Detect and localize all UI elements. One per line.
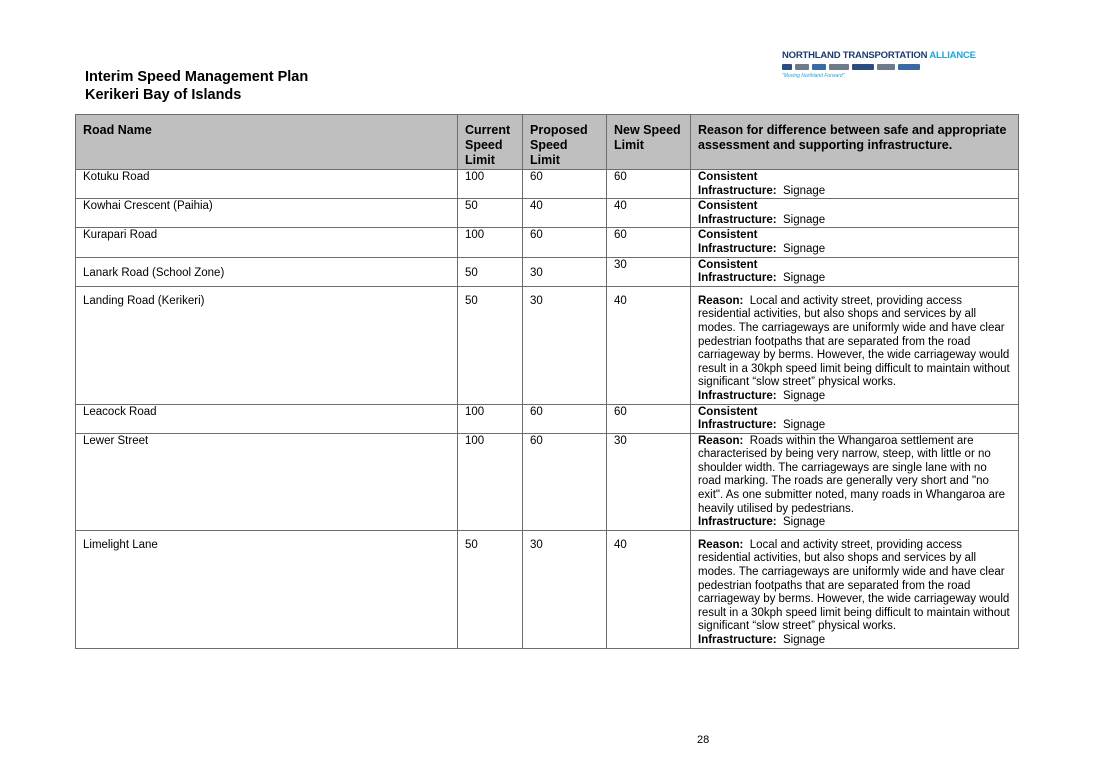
table-header-row: [76, 115, 1019, 170]
speed-limit-table: [75, 114, 1019, 649]
reason-cell: [691, 433, 1019, 530]
table-row: [76, 170, 1019, 199]
infrastructure-label: Infrastructure:: [698, 242, 777, 255]
reason-cell: [691, 404, 1019, 433]
column-header-new-speed: New Speed Limit: [607, 115, 691, 170]
new-speed-cell: 40: [607, 530, 691, 648]
road-name-cell: Lanark Road (School Zone): [76, 257, 458, 286]
logo-tagline: "Moving Northland Forward": [782, 73, 845, 79]
proposed-speed-cell: 60: [523, 404, 607, 433]
reason-cell: [691, 286, 1019, 404]
current-speed-cell: 100: [458, 433, 523, 530]
road-name-cell: Limelight Lane: [76, 530, 458, 648]
infrastructure-label: Infrastructure:: [698, 184, 777, 197]
new-speed-cell: 30: [607, 257, 691, 286]
table-row: [76, 228, 1019, 257]
title-line-1: Interim Speed Management Plan: [85, 69, 309, 85]
table-row: [76, 433, 1019, 530]
infrastructure-value: Signage: [783, 184, 826, 197]
reason-cell: [691, 199, 1019, 228]
column-header-road-name: Road Name: [76, 115, 458, 170]
column-header-current-speed: Current Speed Limit: [458, 115, 523, 170]
reason-cell: [691, 257, 1019, 286]
reason-label: Consistent: [698, 171, 758, 183]
column-header-reason: Reason for difference between safe and appropriate assessment and supporting infrastructure.: [691, 115, 1019, 170]
new-speed-cell: 60: [607, 404, 691, 433]
logo-name-part1: NORTHLAND TRANSPORTATION: [782, 50, 928, 61]
road-name-cell: Landing Road (Kerikeri): [76, 286, 458, 404]
infrastructure-label: Infrastructure:: [698, 634, 777, 646]
infrastructure-value: Signage: [783, 634, 826, 646]
reason-cell: [691, 170, 1019, 199]
table-row: [76, 199, 1019, 228]
infrastructure-value: Signage: [783, 213, 826, 226]
nta-logo: [782, 50, 976, 82]
reason-label: Reason:: [698, 434, 744, 447]
table-row: [76, 257, 1019, 286]
reason-label: Reason:: [698, 538, 744, 551]
infrastructure-label: Infrastructure:: [698, 516, 777, 529]
infrastructure-value: Signage: [783, 242, 826, 255]
road-name-cell: Leacock Road: [76, 404, 458, 433]
infrastructure-value: Signage: [783, 389, 826, 402]
road-name-cell: Lewer Street: [76, 433, 458, 530]
infrastructure-label: Infrastructure:: [698, 213, 777, 226]
new-speed-cell: 60: [607, 170, 691, 199]
column-header-proposed-speed: Proposed Speed Limit: [523, 115, 607, 170]
current-speed-cell: 50: [458, 199, 523, 228]
new-speed-cell: 40: [607, 286, 691, 404]
proposed-speed-cell: 30: [523, 530, 607, 648]
current-speed-cell: 50: [458, 286, 523, 404]
road-name-cell: Kotuku Road: [76, 170, 458, 199]
infrastructure-label: Infrastructure:: [698, 389, 777, 402]
reason-text: Local and activity street, providing access residential activities, but also shops and services by all modes. The carriageways are uniformly wide and have clear pedestrian footpaths that are separated from the road carriageway by berms. However, the wide carriageway would result in a 30kph speed limit being difficult to maintain without significant “slow street” physical works.: [698, 294, 1010, 389]
current-speed-cell: 50: [458, 530, 523, 648]
reason-text: Roads within the Whangaroa settlement are characterised by being very narrow, steep, with little or no shoulder width. The carriageways are single lane with no road marking. The roads are generally very short and "no exit". As one submitter noted, many roads in Whangaroa are heavily utilised by pedestrians.: [698, 434, 1006, 515]
infrastructure-label: Infrastructure:: [698, 419, 777, 432]
proposed-speed-cell: 60: [523, 228, 607, 257]
infrastructure-value: Signage: [783, 516, 826, 529]
current-speed-cell: 100: [458, 228, 523, 257]
proposed-speed-cell: 40: [523, 199, 607, 228]
page-number: 28: [697, 734, 710, 746]
reason-text: Local and activity street, providing access residential activities, but also shops and services by all modes. The carriageways are uniformly wide and have clear pedestrian footpaths that are separated from the road carriageway by berms. However, the wide carriageway would result in a 30kph speed limit being difficult to maintain without significant “slow street” physical works.: [698, 538, 1010, 633]
infrastructure-value: Signage: [783, 272, 826, 285]
current-speed-cell: 100: [458, 170, 523, 199]
title-line-2: Kerikeri Bay of Islands: [85, 87, 242, 103]
current-speed-cell: 100: [458, 404, 523, 433]
logo-name-part2: ALLIANCE: [929, 50, 976, 61]
reason-cell: [691, 530, 1019, 648]
reason-cell: [691, 228, 1019, 257]
current-speed-cell: 50: [458, 257, 523, 286]
reason-label: Consistent: [698, 229, 758, 242]
new-speed-cell: 30: [607, 433, 691, 530]
new-speed-cell: 60: [607, 228, 691, 257]
proposed-speed-cell: 30: [523, 257, 607, 286]
reason-label: Consistent: [698, 258, 758, 271]
road-name-cell: Kurapari Road: [76, 228, 458, 257]
reason-label: Consistent: [698, 200, 758, 213]
proposed-speed-cell: 60: [523, 433, 607, 530]
reason-label: Reason:: [698, 294, 744, 307]
table-row: [76, 404, 1019, 433]
infrastructure-label: Infrastructure:: [698, 272, 777, 285]
infrastructure-value: Signage: [783, 419, 826, 432]
document-title: [85, 68, 308, 104]
partner-logos-icon: [782, 63, 950, 71]
reason-label: Consistent: [698, 405, 758, 418]
table-row: [76, 286, 1019, 404]
road-name-cell: Kowhai Crescent (Paihia): [76, 199, 458, 228]
new-speed-cell: 40: [607, 199, 691, 228]
proposed-speed-cell: 60: [523, 170, 607, 199]
table-row: [76, 530, 1019, 648]
proposed-speed-cell: 30: [523, 286, 607, 404]
